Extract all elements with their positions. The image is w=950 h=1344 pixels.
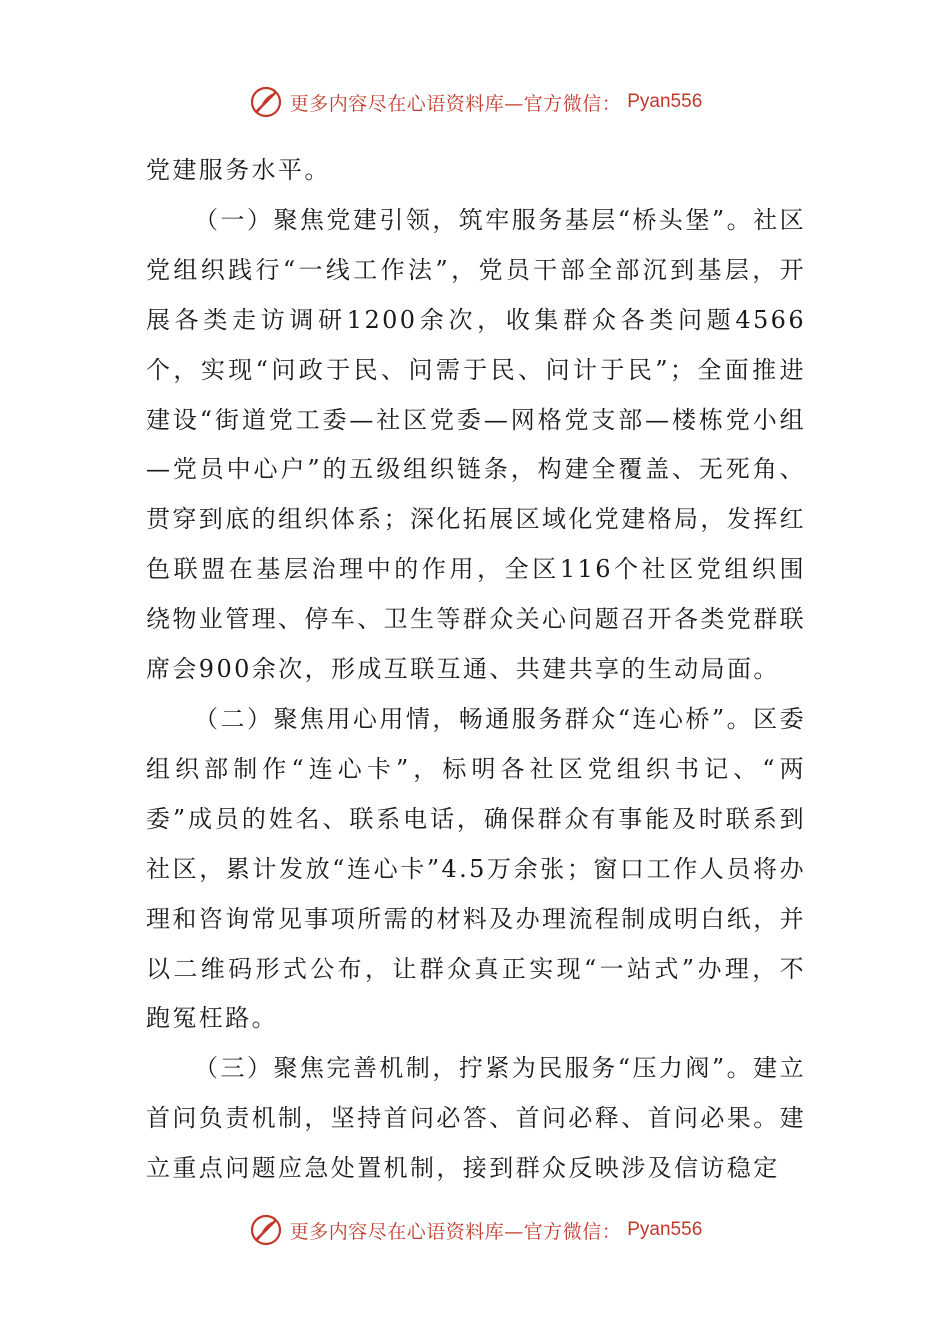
document-body bbox=[146, 146, 806, 1194]
paragraph-section-3: （三）聚焦完善机制，拧紧为民服务“压力阀”。建立首问负责机制，坚持首问必答、首问必释、首问必果。建立重点问题应急处置机制，接到群众反映涉及信访稳定 bbox=[146, 1054, 806, 1183]
header-banner bbox=[0, 82, 950, 122]
paragraph-section-2: （二）聚焦用心用情，畅通服务群众“连心桥”。区委组织部制作“连心卡”，标明各社区党组织书记、“两委”成员的姓名、联系电话，确保群众有事能及时联系到社区，累计发放“连心卡”4.5万余张；窗口工作人员将办理和咨询常见事项所需的材料及办理流程制成明白纸，并以二维码形式公布，让群众真正实现“一站式”办理，不跑冤枉路。 bbox=[146, 704, 806, 1033]
footer-banner bbox=[0, 1210, 950, 1250]
quill-logo-icon bbox=[248, 84, 284, 120]
banner-wechat-id: Pyan556 bbox=[627, 1219, 703, 1240]
paragraph-continuation: 党建服务水平。 bbox=[146, 156, 331, 184]
banner-wechat-id: Pyan556 bbox=[627, 91, 703, 112]
banner-text: 更多内容尽在心语资料库—官方微信： bbox=[289, 92, 622, 115]
quill-logo-icon bbox=[248, 1212, 284, 1248]
paragraph-section-1: （一）聚焦党建引领，筑牢服务基层“桥头堡”。社区党组织践行“一线工作法”，党员干部全部沉到基层，开展各类走访调研1200余次，收集群众各类问题4566个，实现“问政于民、问需于民、问计于民”；全面推进建设“街道党工委—社区党委—网格党支部—楼栋党小组—党员中心户”的五级组织链条，构建全覆盖、无死角、贯穿到底的组织体系；深化拓展区域化党建格局，发挥红色联盟在基层治理中的作用，全区116个社区党组织围绕物业管理、停车、卫生等群众关心问题召开各类党群联席会900余次，形成互联互通、共建共享的生动局面。 bbox=[146, 205, 806, 684]
banner-text: 更多内容尽在心语资料库—官方微信： bbox=[289, 1220, 622, 1243]
